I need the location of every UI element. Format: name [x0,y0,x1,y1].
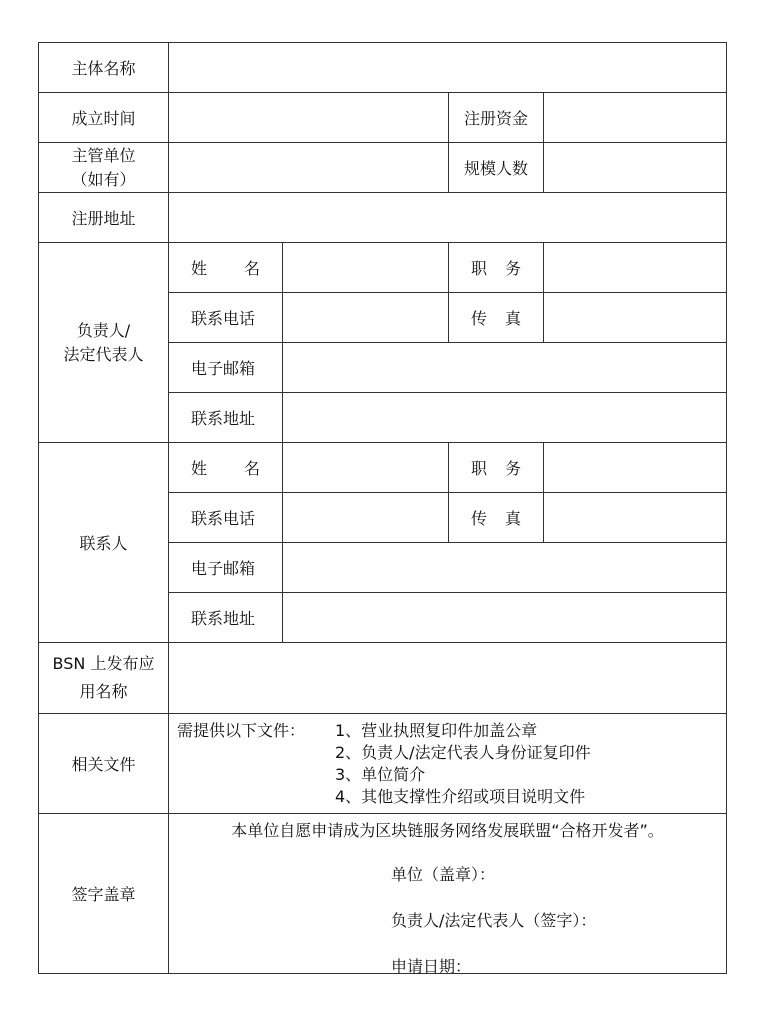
app-name-label-line1: BSN 上发布应 [52,654,155,673]
legal-rep-position-label: 职 务 [449,243,544,293]
contact-position-label: 职 务 [449,443,544,493]
contact-email-label: 电子邮箱 [169,543,283,593]
entity-name-field[interactable] [169,43,727,93]
contact-position-field[interactable] [544,443,727,493]
reg-address-field[interactable] [169,193,727,243]
legal-rep-label-line2: 法定代表人 [63,344,144,364]
files-item-3: 3、单位简介 [335,765,426,784]
entity-name-label: 主体名称 [39,43,169,93]
app-name-field[interactable] [169,643,727,714]
reg-address-label: 注册地址 [39,193,169,243]
sign-content[interactable] [169,814,727,974]
contact-address-label: 联系地址 [169,593,283,643]
legal-rep-position-field[interactable] [544,243,727,293]
files-item-4: 4、其他支撑性介绍或项目说明文件 [335,787,586,806]
contact-phone-label: 联系电话 [169,493,283,543]
legal-rep-phone-field[interactable] [283,293,449,343]
files-content [169,714,727,814]
contact-name-label: 姓 名 [169,443,283,493]
contact-address-field[interactable] [283,593,727,643]
files-item-2: 2、负责人/法定代表人身份证复印件 [335,743,591,762]
contact-name-field[interactable] [283,443,449,493]
staff-field[interactable] [544,143,727,193]
legal-rep-name-field[interactable] [283,243,449,293]
legal-rep-fax-field[interactable] [544,293,727,343]
supervisor-label-line1: 主管单位 [71,145,136,165]
contact-fax-field[interactable] [544,493,727,543]
files-lead: 需提供以下文件： [177,721,306,740]
capital-label: 注册资金 [449,93,544,143]
files-label: 相关文件 [39,714,169,814]
legal-rep-fax-label: 传 真 [449,293,544,343]
unit-seal-line: 单位（盖章）： [391,865,496,884]
supervisor-label-line2: （如有） [71,169,136,189]
legal-rep-label-line1: 负责人/ [76,320,131,340]
founded-label: 成立时间 [39,93,169,143]
capital-field[interactable] [544,93,727,143]
contact-fax-label: 传 真 [449,493,544,543]
application-date-line: 申请日期： [391,957,472,976]
rep-signature-line: 负责人/法定代表人（签字）： [391,911,597,930]
legal-rep-email-field[interactable] [283,343,727,393]
sign-label: 签字盖章 [39,814,169,974]
files-item-1: 1、营业执照复印件加盖公章 [335,721,538,740]
sign-declaration: 本单位自愿申请成为区块链服务网络发展联盟“合格开发者”。 [231,821,664,840]
legal-rep-name-label: 姓 名 [169,243,283,293]
founded-field[interactable] [169,93,449,143]
contact-email-field[interactable] [283,543,727,593]
supervisor-field[interactable] [169,143,449,193]
contact-group-label: 联系人 [39,443,169,643]
app-name-label-line2: 用名称 [79,682,128,701]
app-name-label [39,643,169,714]
legal-rep-phone-label: 联系电话 [169,293,283,343]
supervisor-label [39,143,169,193]
legal-rep-address-field[interactable] [283,393,727,443]
staff-label: 规模人数 [449,143,544,193]
legal-rep-address-label: 联系地址 [169,393,283,443]
contact-phone-field[interactable] [283,493,449,543]
legal-rep-group-label [39,243,169,443]
application-form [38,42,727,974]
legal-rep-email-label: 电子邮箱 [169,343,283,393]
